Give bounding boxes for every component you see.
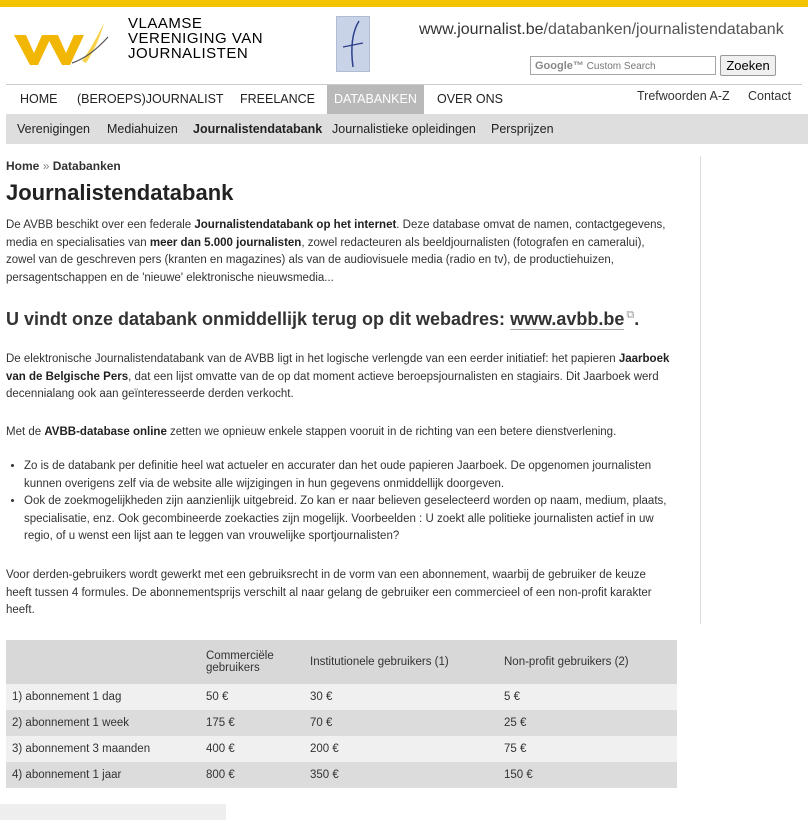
jaarboek-paragraph bbox=[6, 351, 674, 404]
subnav-item-verenigingen[interactable]: Verenigingen bbox=[17, 122, 90, 136]
breadcrumb bbox=[6, 159, 121, 173]
table-cell: 350 € bbox=[304, 762, 498, 788]
table-row bbox=[6, 710, 677, 736]
footer-block bbox=[0, 804, 226, 820]
org-name bbox=[128, 17, 263, 62]
table-cell: 200 € bbox=[304, 736, 498, 762]
table-cell: 175 € bbox=[200, 710, 304, 736]
table-cell: 30 € bbox=[304, 684, 498, 710]
table-header-cell: Non-profit gebruikers (2) bbox=[498, 640, 677, 684]
search-button[interactable]: Zoeken bbox=[720, 55, 776, 76]
table-cell: 150 € bbox=[498, 762, 677, 788]
table-row bbox=[6, 736, 677, 762]
price-table-wrapper bbox=[6, 640, 677, 788]
external-link-icon: ⧉ bbox=[626, 309, 635, 321]
para2-bold-1: Jaarboek van de Belgische Pers bbox=[6, 353, 670, 383]
price-table bbox=[6, 640, 677, 788]
nav-item-over-ons[interactable]: OVER ONS bbox=[437, 92, 503, 106]
table-row bbox=[6, 762, 677, 788]
org-name-line-3: JOURNALISTEN bbox=[128, 45, 249, 62]
online-paragraph bbox=[6, 424, 674, 442]
table-cell: 5 € bbox=[498, 684, 677, 710]
subscription-paragraph: Voor derden-gebruikers wordt gewerkt met een gebruiksrecht in de vorm van een abonnement, waarbij de gebruiker de keuze heeft tussen 4 formules. De abonnementsprijs verschilt al naar gelang de gebruiker een commercieel of een non-profit karakter heeft. bbox=[6, 569, 652, 616]
table-cell: 3) abonnement 3 maanden bbox=[6, 736, 200, 762]
intro-bold-2: meer dan 5.000 journalisten bbox=[149, 236, 302, 249]
para3-bold-1: AVBB-database online bbox=[44, 426, 167, 438]
main-nav bbox=[6, 84, 802, 115]
sidebar-divider bbox=[700, 156, 701, 624]
para3-text-1: Met de bbox=[6, 426, 45, 438]
nav-item-home[interactable]: HOME bbox=[20, 92, 58, 106]
nav-link-contact[interactable]: Contact bbox=[748, 89, 792, 103]
intro-paragraph bbox=[6, 217, 674, 287]
url-path: /databanken/journalistendatabank bbox=[543, 21, 784, 38]
site-header bbox=[0, 7, 808, 85]
url-domain: www.journalist.be bbox=[419, 21, 544, 38]
table-row bbox=[6, 684, 677, 710]
list-item: • Zo is de databank per definitie heel wat actueler en accurater dan het oude papieren Jaarboek. De opgenomen journalisten kunnen overigens zelf via de website alle wijzigingen in hun gegevens onmiddellijk doorgeven. bbox=[24, 458, 674, 493]
list-item: • Ook de zoekmogelijkheden zijn aanzienlijk uitgebreid. Zo kan er naar believen geselecteerd worden op naam, medium, plaats, specialisatie, enz. Ook gecombineerde zoekacties zijn mogelijk. Voorbeelden : U zoekt alle politieke journalisten actief in uw regio, of u wenst een lijst aan te leggen van vrouwelijke sportjournalisten? bbox=[24, 493, 674, 546]
intro-text-2: . Deze database omvat de namen, contactgegevens, media en specialisaties van bbox=[6, 219, 666, 249]
subnav-item-journalistendatabank[interactable]: Journalistendatabank bbox=[193, 122, 323, 136]
databank-headline bbox=[6, 309, 639, 330]
para2-text-1: De elektronische Journalistendatabank van de AVBB ligt in het logische verlengde van een eerder initiatief: het papieren bbox=[6, 353, 619, 365]
search-placeholder: Custom Search bbox=[586, 61, 656, 72]
table-cell: 70 € bbox=[304, 710, 498, 736]
site-url bbox=[419, 21, 784, 39]
subnav-item-persprijzen[interactable]: Persprijzen bbox=[491, 122, 554, 136]
para2-text-2: , dat een lijst omvatte van de op dat moment actieve beroepsjournalisten en stagiairs. Dit Jaarboek werd decennialang ook aan geïnteresseerde derden verkocht. bbox=[6, 370, 659, 400]
org-name-line-1: VLAAMSE bbox=[128, 15, 203, 32]
feature-list bbox=[6, 458, 674, 546]
intro-text-1: De AVBB beschikt over een federale bbox=[6, 219, 195, 231]
top-accent-bar bbox=[0, 0, 808, 7]
intro-bold-1: Journalistendatabank op het internet bbox=[194, 219, 397, 231]
nav-item-databanken[interactable]: DATABANKEN bbox=[327, 85, 424, 114]
vvj-logo-icon[interactable] bbox=[12, 17, 112, 69]
avbb-link[interactable]: www.avbb.be bbox=[510, 309, 625, 329]
breadcrumb-databanken[interactable]: Databanken bbox=[52, 159, 121, 173]
nav-link-trefwoorden[interactable]: Trefwoorden A-Z bbox=[637, 89, 730, 103]
google-brand-label: Google™ bbox=[535, 60, 584, 72]
table-cell: 400 € bbox=[200, 736, 304, 762]
table-cell: 4) abonnement 1 jaar bbox=[6, 762, 200, 788]
breadcrumb-home[interactable]: Home bbox=[6, 159, 40, 173]
subnav-item-opleidingen[interactable]: Journalistieke opleidingen bbox=[332, 122, 476, 136]
headline-text: U vindt onze databank onmiddellijk terug op dit webadres: bbox=[6, 309, 511, 329]
page-title: Journalistendatabank bbox=[6, 180, 234, 205]
table-cell: 25 € bbox=[498, 710, 677, 736]
table-header-cell: Commerciële gebruikers bbox=[200, 640, 304, 684]
nav-item-freelance[interactable]: FREELANCE bbox=[240, 92, 316, 106]
intro-text-3: , zowel redacteuren als beeldjournalisten (fotografen en cameralui), zowel van de geschreven pers (kranten en magazines) als van de audiovisuele media (radio en tv), de productiehuizen, persagentschappen en de 'nieuwe' elektronische nieuwsmedia... bbox=[6, 236, 645, 284]
table-cell: 800 € bbox=[200, 762, 304, 788]
avbb-badge-icon bbox=[336, 16, 370, 72]
table-cell: 2) abonnement 1 week bbox=[6, 710, 200, 736]
para3-text-2: zetten we opnieuw enkele stappen vooruit in de richting van een betere dienstverlening. bbox=[166, 426, 617, 438]
search-input[interactable] bbox=[530, 56, 716, 75]
table-header-cell bbox=[6, 640, 200, 684]
table-cell: 75 € bbox=[498, 736, 677, 762]
table-cell: 50 € bbox=[200, 684, 304, 710]
table-cell: 1) abonnement 1 dag bbox=[6, 684, 200, 710]
table-header-row bbox=[6, 640, 677, 684]
headline-end: . bbox=[634, 309, 640, 329]
org-name-line-2: VERENIGING VAN bbox=[128, 30, 264, 47]
breadcrumb-separator: » bbox=[42, 159, 50, 173]
nav-item-beroepsjournalist[interactable]: (BEROEPS)JOURNALIST bbox=[77, 92, 224, 106]
sub-nav bbox=[6, 114, 808, 144]
subnav-item-mediahuizen[interactable]: Mediahuizen bbox=[107, 122, 178, 136]
table-header-cell: Institutionele gebruikers (1) bbox=[304, 640, 498, 684]
